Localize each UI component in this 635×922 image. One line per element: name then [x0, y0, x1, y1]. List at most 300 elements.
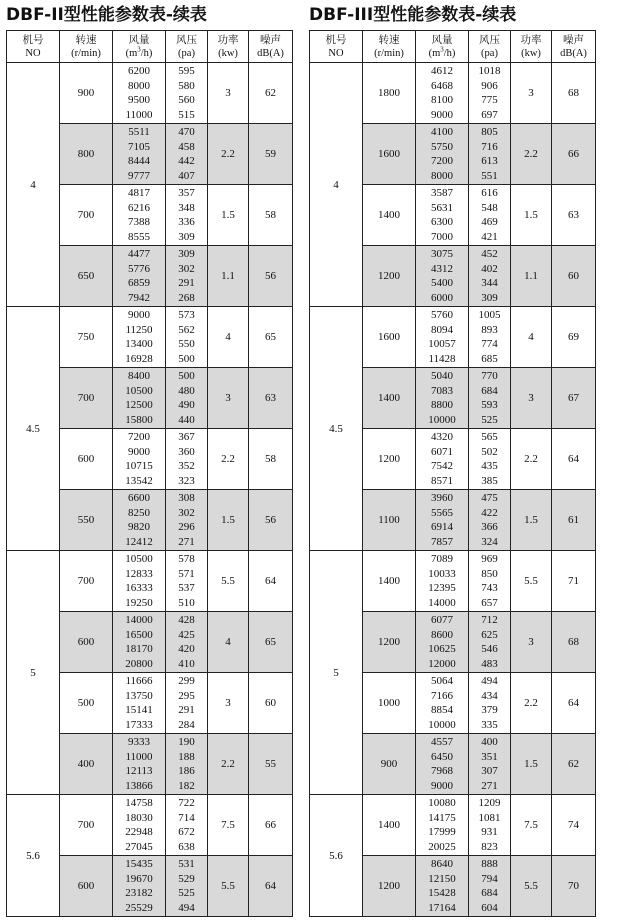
noise-cell: 62 [552, 734, 596, 795]
airflow-value: 12150 [428, 872, 456, 885]
airflow-values [416, 186, 468, 244]
pressure-value: 502 [481, 445, 498, 458]
airflow-value: 14000 [125, 614, 153, 626]
pressure-value: 490 [178, 399, 195, 411]
header-unit: /h) [140, 47, 153, 59]
header-text: 机号 [22, 34, 44, 46]
model-number: 5 [7, 551, 60, 795]
power-cell: 4 [511, 307, 552, 368]
pressure-value: 344 [481, 277, 498, 289]
power-cell: 5.5 [511, 551, 552, 612]
pressure-value: 573 [178, 309, 195, 321]
pressure-values [469, 247, 510, 305]
pressure-value: 420 [178, 643, 195, 655]
noise-cell: 63 [249, 368, 293, 429]
speed-cell: 1800 [363, 63, 416, 124]
noise-cell: 68 [552, 63, 596, 124]
airflow-values [113, 247, 165, 305]
pressure-value: 421 [481, 230, 498, 243]
airflow-value: 8250 [128, 506, 150, 519]
airflow-value: 10000 [428, 718, 456, 731]
power-cell: 5.5 [208, 856, 249, 917]
airflow-value: 7200 [431, 155, 453, 167]
airflow-values [113, 186, 165, 244]
header-text: dB(A) [257, 47, 284, 59]
airflow-values [113, 430, 165, 488]
airflow-value: 13866 [125, 779, 153, 792]
pressure-value: 593 [481, 399, 498, 411]
pressure-values [166, 491, 207, 549]
airflow-values [113, 125, 165, 183]
col-noise-header [249, 31, 293, 63]
pressure-value: 560 [178, 94, 195, 106]
header-text: 风量 [128, 34, 150, 46]
power-cell: 7.5 [208, 795, 249, 856]
pressure-values [469, 857, 510, 915]
pressure-value: 480 [178, 384, 195, 397]
airflow-values [416, 735, 468, 793]
airflow-cell [113, 795, 166, 856]
airflow-value: 8800 [431, 399, 453, 411]
pressure-value: 510 [178, 596, 195, 609]
table-body [7, 63, 293, 917]
pressure-values [166, 674, 207, 732]
header-text: (r/min) [374, 47, 404, 59]
airflow-cell [416, 734, 469, 795]
header-text: (r/min) [71, 47, 101, 59]
airflow-value: 13542 [125, 474, 153, 487]
airflow-value: 5760 [431, 309, 453, 321]
airflow-value: 8444 [128, 155, 150, 167]
pressure-values [166, 796, 207, 854]
airflow-value: 19250 [125, 596, 153, 609]
airflow-cell [113, 307, 166, 368]
pressure-value: 722 [178, 797, 195, 809]
noise-cell: 55 [249, 734, 293, 795]
table-row [7, 551, 293, 612]
power-cell: 4 [208, 612, 249, 673]
table-panel-dbf-iii [309, 0, 596, 917]
pressure-value: 1209 [478, 797, 501, 809]
noise-cell: 60 [552, 246, 596, 307]
airflow-value: 12113 [125, 765, 153, 777]
pressure-value: 500 [178, 370, 195, 382]
header-unit-exponent: 3 [440, 45, 444, 53]
speed-cell: 1000 [363, 673, 416, 734]
airflow-cell [416, 185, 469, 246]
pressure-value: 351 [481, 750, 498, 763]
airflow-value: 7200 [128, 431, 150, 443]
airflow-value: 11000 [125, 750, 153, 763]
airflow-value: 15428 [428, 887, 456, 899]
speed-cell: 1400 [363, 551, 416, 612]
airflow-value: 4100 [431, 126, 453, 138]
pressure-value: 931 [481, 826, 498, 838]
power-cell: 3 [511, 612, 552, 673]
airflow-value: 7166 [431, 689, 453, 702]
airflow-value: 7105 [128, 140, 150, 153]
pressure-cell [166, 551, 208, 612]
pressure-value: 271 [178, 535, 195, 548]
speed-cell: 500 [60, 673, 113, 734]
airflow-value: 8555 [128, 230, 150, 243]
airflow-cell [416, 551, 469, 612]
airflow-values [416, 857, 468, 915]
pressure-value: 379 [481, 704, 498, 716]
airflow-value: 4817 [128, 187, 150, 199]
col-pressure-header [469, 31, 511, 63]
table-panel-dbf-ii [6, 0, 293, 917]
col-model-header [7, 31, 60, 63]
pressure-value: 888 [481, 858, 498, 870]
airflow-value: 10057 [428, 338, 456, 350]
airflow-value: 10625 [428, 643, 456, 655]
header-text: (pa) [481, 47, 498, 59]
airflow-values [113, 308, 165, 366]
pressure-value: 452 [481, 248, 498, 260]
pressure-cell [469, 246, 511, 307]
airflow-value: 27045 [125, 840, 153, 853]
power-cell: 7.5 [511, 795, 552, 856]
airflow-cell [416, 795, 469, 856]
pressure-cell [469, 63, 511, 124]
airflow-value: 9500 [128, 94, 150, 106]
noise-cell: 64 [552, 429, 596, 490]
noise-cell: 63 [552, 185, 596, 246]
pressure-value: 410 [178, 657, 195, 670]
header-text: NO [328, 47, 344, 59]
pressure-cell [469, 429, 511, 490]
airflow-value: 9000 [128, 445, 150, 458]
speed-cell: 1200 [363, 856, 416, 917]
table-row [310, 63, 596, 124]
airflow-value: 6468 [431, 79, 453, 92]
airflow-value: 3075 [431, 248, 453, 260]
header-text: 转速 [75, 34, 97, 46]
col-power-header [208, 31, 249, 63]
pressure-value: 442 [178, 155, 195, 167]
speed-cell: 600 [60, 612, 113, 673]
airflow-value: 10500 [125, 384, 153, 397]
noise-cell: 62 [249, 63, 293, 124]
airflow-cell [113, 734, 166, 795]
model-number: 5.6 [310, 795, 363, 917]
airflow-value: 9000 [128, 309, 150, 321]
airflow-value: 6914 [431, 521, 453, 533]
airflow-value: 7542 [431, 460, 453, 472]
noise-cell: 58 [249, 185, 293, 246]
airflow-value: 19670 [125, 872, 153, 885]
pressure-cell [469, 185, 511, 246]
header-text: 风压 [176, 34, 197, 46]
pressure-value: 385 [481, 474, 498, 487]
airflow-value: 6600 [128, 492, 150, 504]
table-title: DBF-II型性能参数表-续表 [6, 5, 207, 25]
airflow-value: 5750 [431, 140, 453, 153]
airflow-values [113, 857, 165, 915]
table-row [310, 307, 596, 368]
airflow-value: 9333 [128, 736, 150, 748]
pressure-cell [469, 856, 511, 917]
header-unit-exponent: 3 [137, 45, 141, 53]
noise-cell: 61 [552, 490, 596, 551]
airflow-cell [113, 490, 166, 551]
airflow-cell [416, 368, 469, 429]
airflow-value: 9000 [431, 108, 453, 121]
pressure-values [469, 125, 510, 183]
pressure-value: 309 [178, 248, 195, 260]
airflow-value: 12412 [125, 535, 153, 548]
power-cell: 1.1 [208, 246, 249, 307]
power-cell: 5.5 [511, 856, 552, 917]
pressure-value: 400 [481, 736, 498, 748]
pressure-value: 402 [481, 262, 498, 275]
noise-cell: 65 [249, 307, 293, 368]
pressure-value: 494 [481, 675, 498, 687]
model-number: 5.6 [7, 795, 60, 917]
airflow-value: 8000 [128, 79, 150, 92]
pressure-value: 551 [481, 169, 498, 182]
power-cell: 2.2 [208, 124, 249, 185]
airflow-value: 25529 [125, 901, 153, 914]
pressure-value: 323 [178, 474, 195, 487]
power-cell: 2.2 [511, 429, 552, 490]
airflow-value: 10715 [125, 460, 153, 472]
header-text: 风压 [479, 34, 500, 46]
power-cell: 1.5 [511, 734, 552, 795]
airflow-values [416, 125, 468, 183]
performance-table [309, 30, 596, 917]
pressure-cell [469, 734, 511, 795]
airflow-value: 3587 [431, 187, 453, 199]
power-cell: 4 [208, 307, 249, 368]
header-text: 功率 [217, 34, 239, 46]
pressure-value: 1081 [478, 811, 501, 824]
pressure-values [469, 64, 510, 122]
pressure-value: 525 [178, 887, 195, 899]
pressure-value: 657 [481, 596, 498, 609]
pressure-values [469, 735, 510, 793]
airflow-value: 23182 [125, 887, 153, 899]
header-text: 噪声 [563, 34, 584, 46]
pressure-values [469, 308, 510, 366]
airflow-value: 5040 [431, 370, 453, 382]
pressure-value: 309 [178, 230, 195, 243]
pressure-values [166, 613, 207, 671]
airflow-values [416, 430, 468, 488]
airflow-value: 7083 [431, 384, 453, 397]
noise-cell: 65 [249, 612, 293, 673]
pressure-value: 434 [481, 689, 498, 702]
pressure-values [469, 430, 510, 488]
airflow-value: 7388 [128, 216, 150, 228]
header-unit: /h) [443, 47, 456, 59]
airflow-value: 6200 [128, 65, 150, 77]
header-text: NO [25, 47, 41, 59]
airflow-value: 4557 [431, 736, 453, 748]
pressure-value: 360 [178, 445, 195, 458]
speed-cell: 650 [60, 246, 113, 307]
header-text: dB(A) [560, 47, 587, 59]
airflow-value: 4612 [431, 65, 453, 77]
pressure-value: 309 [481, 291, 498, 304]
pressure-values [166, 308, 207, 366]
speed-cell: 600 [60, 429, 113, 490]
noise-cell: 68 [552, 612, 596, 673]
pressure-cell [166, 795, 208, 856]
airflow-value: 14758 [125, 797, 153, 809]
airflow-value: 8400 [128, 370, 150, 382]
airflow-value: 12833 [125, 567, 153, 580]
pressure-cell [166, 63, 208, 124]
pressure-value: 295 [178, 689, 195, 702]
airflow-value: 22948 [125, 826, 153, 838]
pressure-value: 500 [178, 352, 195, 365]
airflow-value: 13750 [125, 689, 153, 702]
header-row [7, 31, 293, 63]
airflow-value: 7968 [431, 765, 453, 777]
pressure-value: 805 [481, 126, 498, 138]
airflow-value: 6216 [128, 201, 150, 214]
pressure-value: 562 [178, 323, 195, 336]
airflow-values [416, 613, 468, 671]
pressure-value: 893 [481, 323, 498, 336]
pressure-value: 1018 [478, 65, 501, 77]
noise-cell: 66 [552, 124, 596, 185]
pressure-cell [469, 612, 511, 673]
pressure-value: 296 [178, 521, 195, 533]
airflow-values [416, 308, 468, 366]
pressure-value: 537 [178, 582, 195, 594]
pressure-value: 186 [178, 765, 195, 777]
pressure-value: 580 [178, 79, 195, 92]
speed-cell: 700 [60, 185, 113, 246]
speed-cell: 800 [60, 124, 113, 185]
airflow-values [416, 796, 468, 854]
pressure-value: 367 [178, 431, 195, 443]
pressure-value: 716 [481, 140, 498, 153]
pressure-value: 428 [178, 614, 195, 626]
header-text: 机号 [325, 34, 347, 46]
header-text: 风量 [431, 34, 453, 46]
speed-cell: 750 [60, 307, 113, 368]
pressure-value: 697 [481, 108, 498, 121]
pressure-value: 268 [178, 291, 195, 304]
pressure-value: 794 [481, 872, 498, 885]
table-row [7, 795, 293, 856]
pressure-value: 494 [178, 901, 195, 914]
pressure-value: 529 [178, 872, 195, 885]
pressure-value: 775 [481, 94, 498, 106]
airflow-value: 16500 [125, 628, 153, 641]
airflow-value: 10080 [428, 797, 456, 809]
power-cell: 1.5 [511, 185, 552, 246]
pressure-cell [166, 429, 208, 490]
airflow-cell [113, 185, 166, 246]
pressure-values [469, 186, 510, 244]
pressure-value: 190 [178, 736, 195, 748]
pressure-value: 291 [178, 277, 195, 289]
pressure-value: 366 [481, 521, 498, 533]
airflow-values [416, 247, 468, 305]
pressure-value: 308 [178, 492, 195, 504]
airflow-value: 15435 [125, 858, 153, 870]
pressure-cell [166, 490, 208, 551]
pressure-cell [166, 612, 208, 673]
noise-cell: 74 [552, 795, 596, 856]
pressure-value: 352 [178, 460, 195, 472]
noise-cell: 58 [249, 429, 293, 490]
pressure-value: 770 [481, 370, 498, 382]
pressure-cell [166, 856, 208, 917]
pressure-value: 483 [481, 657, 498, 670]
pressure-value: 684 [481, 384, 498, 397]
speed-cell: 1400 [363, 185, 416, 246]
speed-cell: 600 [60, 856, 113, 917]
pressure-value: 625 [481, 628, 498, 641]
pressure-value: 348 [178, 201, 195, 214]
airflow-value: 12500 [125, 399, 153, 411]
pressure-values [166, 430, 207, 488]
airflow-value: 5511 [128, 126, 150, 138]
airflow-cell [113, 368, 166, 429]
pressure-value: 299 [178, 675, 195, 687]
pressure-value: 672 [178, 826, 195, 838]
airflow-value: 9820 [128, 521, 150, 533]
power-cell: 2.2 [511, 124, 552, 185]
pressure-cell [166, 124, 208, 185]
speed-cell: 1600 [363, 124, 416, 185]
airflow-values [113, 369, 165, 427]
airflow-value: 15800 [125, 413, 153, 426]
airflow-value: 20800 [125, 657, 153, 670]
speed-cell: 700 [60, 551, 113, 612]
table-row [7, 63, 293, 124]
header-row [310, 31, 596, 63]
airflow-cell [416, 124, 469, 185]
pressure-value: 548 [481, 201, 498, 214]
header-text: (kw) [521, 47, 541, 59]
noise-cell: 64 [552, 673, 596, 734]
noise-cell: 66 [249, 795, 293, 856]
airflow-value: 16333 [125, 582, 153, 594]
speed-cell: 1600 [363, 307, 416, 368]
pressure-value: 774 [481, 338, 498, 350]
pressure-value: 906 [481, 79, 498, 92]
pressure-value: 336 [178, 216, 195, 228]
pressure-value: 302 [178, 262, 195, 275]
airflow-cell [113, 63, 166, 124]
airflow-value: 18030 [125, 811, 153, 824]
airflow-values [416, 369, 468, 427]
airflow-values [113, 735, 165, 793]
airflow-value: 8571 [431, 474, 453, 487]
pressure-value: 357 [178, 187, 195, 199]
airflow-values [113, 491, 165, 549]
pressure-values [469, 796, 510, 854]
airflow-value: 9777 [128, 169, 150, 182]
airflow-value: 6071 [431, 445, 453, 458]
pressure-cell [469, 795, 511, 856]
airflow-values [416, 64, 468, 122]
pressure-value: 823 [481, 840, 498, 853]
pressure-value: 470 [178, 126, 195, 138]
airflow-cell [416, 307, 469, 368]
pressure-value: 422 [481, 506, 498, 519]
airflow-value: 10500 [125, 553, 153, 565]
table-row [310, 551, 596, 612]
airflow-value: 11428 [428, 352, 456, 365]
